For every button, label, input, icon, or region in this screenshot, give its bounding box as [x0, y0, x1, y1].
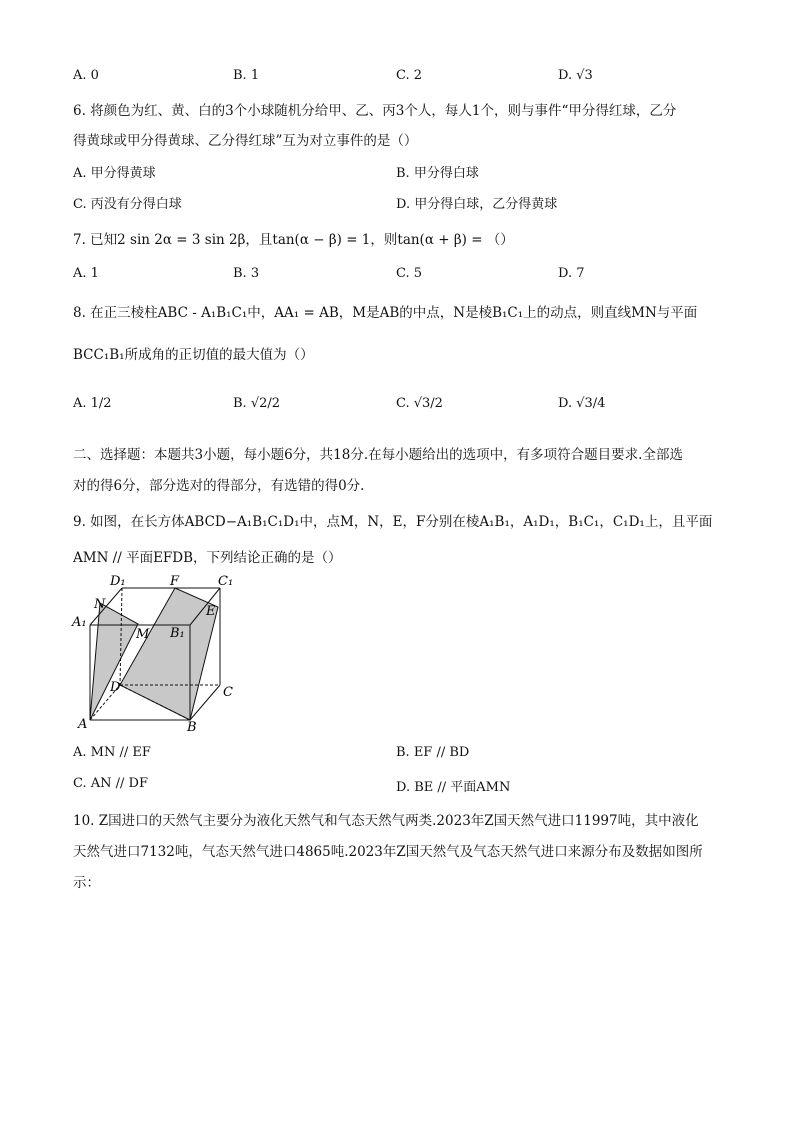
q8-stem-line1: 8. 在正三棱柱ABC - A₁B₁C₁中，AA₁ = AB，M是AB的中点，N是棱B₁C₁上的动点，则直线MN与平面 — [73, 305, 698, 321]
q6-option-a: A. 甲分得黄球 — [73, 166, 156, 181]
q8-option-b: B. √2/2 — [233, 396, 281, 411]
q6-stem-line2: 得黄球或甲分得黄球、乙分得红球”互为对立事件的是（） — [73, 133, 418, 149]
label-f: F — [170, 574, 180, 589]
label-d: D — [110, 680, 121, 695]
section2-line2: 对的得6分，部分选对的得部分，有选错的得0分. — [73, 478, 365, 494]
q6-option-d: D. 甲分得白球，乙分得黄球 — [396, 197, 558, 212]
plane-efdb — [120, 588, 218, 720]
label-a1: A₁ — [72, 615, 87, 630]
q5-option-c: C. 2 — [396, 68, 423, 83]
q7-option-b: B. 3 — [233, 266, 260, 281]
q9-option-b: B. EF // BD — [396, 745, 470, 760]
section2-line1: 二、选择题：本题共3小题，每小题6分，共18分.在每小题给出的选项中，有多项符合题目要求.全部选 — [73, 447, 683, 463]
q7-option-c: C. 5 — [396, 266, 423, 281]
q6-stem-line1: 6. 将颜色为红、黄、白的3个小球随机分给甲、乙、丙3个人，每人1个，则与事件“甲分得红球，乙分 — [73, 103, 677, 119]
label-m: M — [136, 627, 150, 642]
label-b1: B₁ — [170, 626, 185, 641]
q5-option-a: A. 0 — [73, 68, 99, 83]
label-a: A — [78, 717, 88, 732]
q9-option-c: C. AN // DF — [73, 776, 148, 791]
q7-option-a: A. 1 — [73, 266, 99, 281]
q8-option-a: A. 1/2 — [73, 396, 112, 411]
label-d1: D₁ — [110, 574, 126, 589]
q10-stem-line3: 示： — [73, 875, 100, 891]
q8-stem-line2: BCC₁B₁所成角的正切值的最大值为（） — [73, 347, 314, 363]
q9-stem-line2: AMN // 平面EFDB，下列结论正确的是（） — [73, 550, 342, 566]
q7-stem: 7. 已知2 sin 2α = 3 sin 2β，且tan(α − β) = 1，则tan(α + β) = （） — [73, 232, 514, 248]
label-b: B — [187, 720, 197, 735]
q9-stem-line1: 9. 如图，在长方体ABCD−A₁B₁C₁D₁中，点M，N，E，F分别在棱A₁B₁，A₁D₁，B₁C₁，C₁D₁上，且平面 — [73, 514, 713, 530]
label-n: N — [94, 597, 106, 612]
q6-option-b: B. 甲分得白球 — [396, 166, 479, 181]
plane-amn — [90, 603, 138, 720]
label-c: C — [223, 685, 233, 700]
q6-option-c: C. 丙没有分得白球 — [73, 197, 182, 212]
q9-cuboid-figure — [70, 570, 250, 740]
label-e: E — [206, 604, 216, 619]
q9-option-a: A. MN // EF — [73, 745, 151, 760]
q10-stem-line2: 天然气进口7132吨，气态天然气进口4865吨.2023年Z国天然气及气态天然气进口来源分布及数据如图所 — [73, 844, 703, 860]
q8-option-c: C. √3/2 — [396, 396, 443, 411]
q10-stem-line1: 10. Z国进口的天然气主要分为液化天然气和气态天然气两类.2023年Z国天然气进口11997吨，其中液化 — [73, 813, 699, 829]
q7-option-d: D. 7 — [558, 266, 585, 281]
q5-option-b: B. 1 — [233, 68, 260, 83]
q9-option-d: D. BE // 平面AMN — [396, 780, 511, 795]
q5-option-d: D. √3 — [558, 68, 593, 83]
q8-option-d: D. √3/4 — [558, 396, 606, 411]
label-c1: C₁ — [218, 574, 234, 589]
